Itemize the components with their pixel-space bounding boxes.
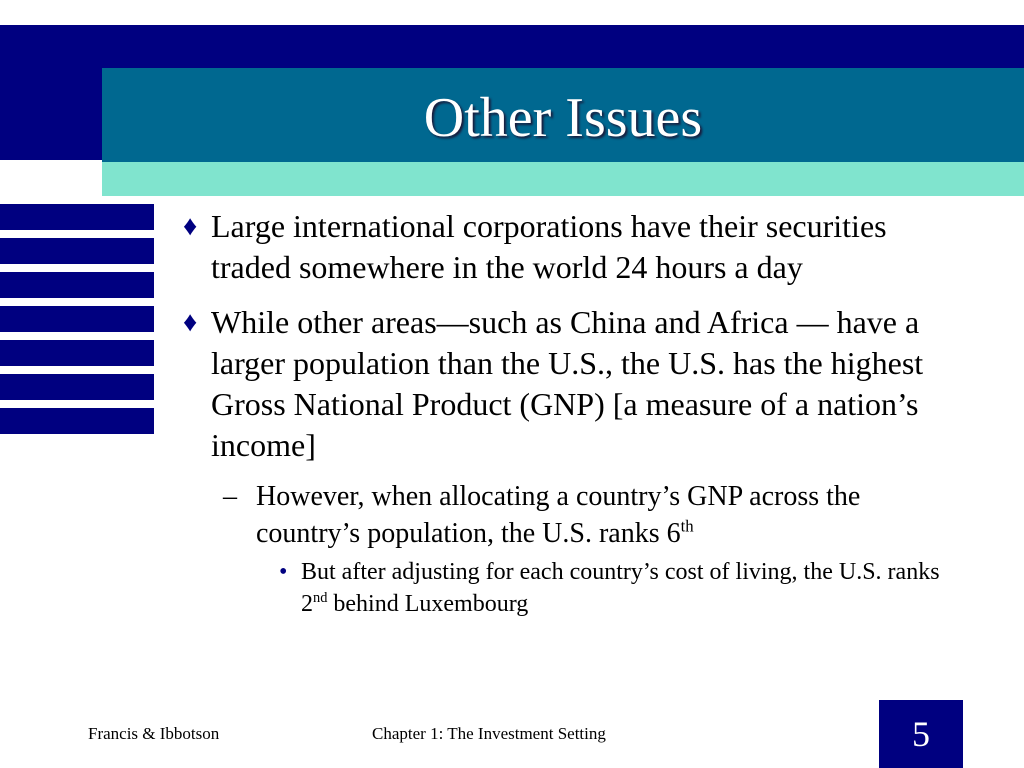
sub-sub-bullet-text: But after adjusting for each country’s cost of living, the U.S. ranks 2 bbox=[301, 559, 940, 617]
decorative-stripes bbox=[0, 204, 154, 442]
page-number: 5 bbox=[879, 700, 963, 768]
stripe bbox=[0, 238, 154, 264]
bullet-text: While other areas—such as China and Africa — have a larger population than the U.S., the U.S. has the highest Gross National Product (GNP) [a measure of a nation’s income] bbox=[211, 304, 924, 463]
dash-bullet-icon: – bbox=[223, 481, 237, 512]
footer-chapter: Chapter 1: The Investment Setting bbox=[372, 724, 606, 743]
bullet-item bbox=[183, 302, 958, 466]
stripe bbox=[0, 374, 154, 400]
bullet-item bbox=[183, 206, 958, 288]
diamond-bullet-icon: ♦ bbox=[183, 307, 198, 338]
stripe bbox=[0, 306, 154, 332]
sub-bullet-text: However, when allocating a country’s GNP across the country’s population, the U.S. ranks 6 bbox=[256, 481, 861, 549]
diamond-bullet-icon: ♦ bbox=[183, 211, 198, 242]
stripe bbox=[0, 340, 154, 366]
sub-sub-bullet-text-end: behind Luxembourg bbox=[327, 591, 529, 617]
slide-body bbox=[183, 206, 958, 620]
bullet-text: Large international corporations have their securities traded somewhere in the world 24 hours a day bbox=[211, 208, 887, 285]
slide-title: Other Issues bbox=[423, 87, 703, 149]
footer-authors: Francis & Ibbotson bbox=[88, 724, 220, 743]
sub-sub-bullet-item bbox=[279, 556, 958, 620]
dot-bullet-icon: • bbox=[279, 559, 288, 585]
sub-bullet-item bbox=[223, 478, 958, 552]
header-mint-band bbox=[102, 162, 1024, 196]
stripe bbox=[0, 272, 154, 298]
ordinal-suffix: th bbox=[680, 516, 694, 536]
ordinal-suffix: nd bbox=[313, 590, 328, 606]
stripe bbox=[0, 204, 154, 230]
stripe bbox=[0, 408, 154, 434]
